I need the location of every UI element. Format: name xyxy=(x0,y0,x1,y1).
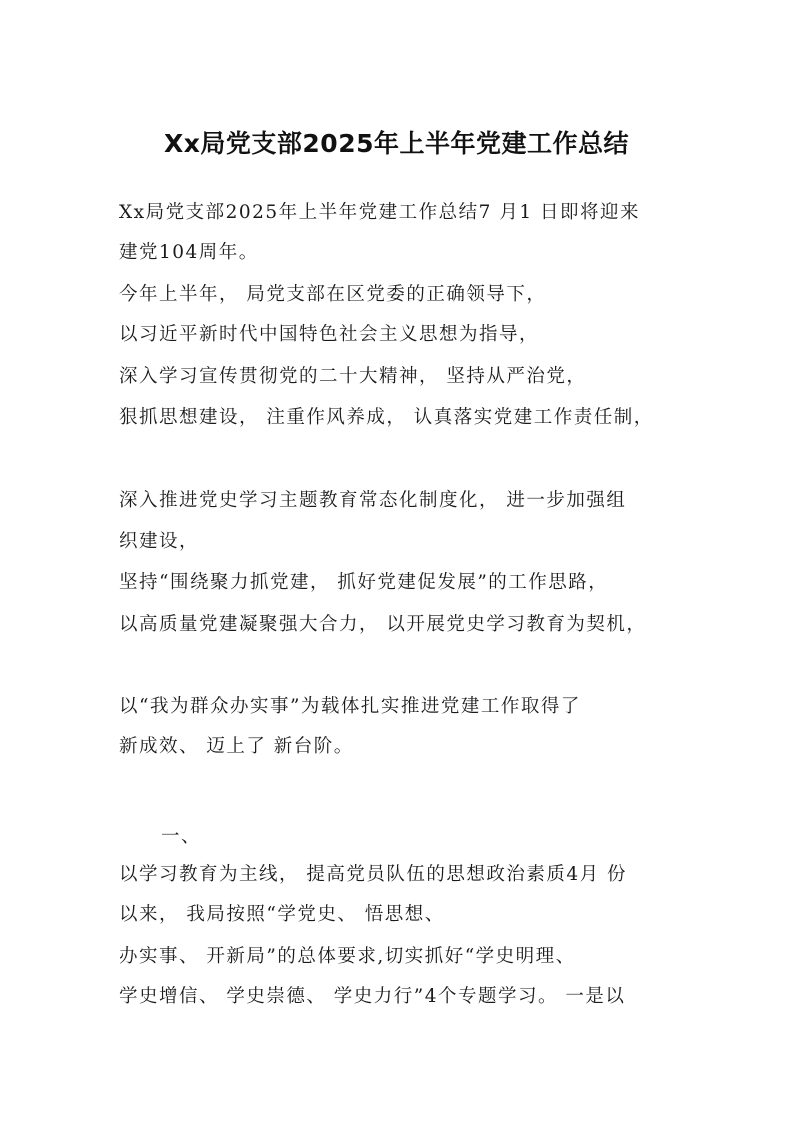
body-line-6: 狠抓思想建设， 注重作风养成， 认真落实党建工作责任制， xyxy=(119,407,654,428)
body-line-14: 以来， 我局按照“学党史、 悟思想、 xyxy=(119,904,445,925)
section-heading-number: 一、 xyxy=(161,826,202,847)
body-line-10: 以高质量党建凝聚强大合力， 以开展党史学习教育为契机， xyxy=(119,614,647,635)
document-title: Xx局党支部2025年上半年党建工作总结 xyxy=(164,129,629,158)
body-line-12: 新成效、 迈上了 新台阶。 xyxy=(119,736,354,757)
body-line-5: 深入学习宣传贯彻党的二十大精神， 坚持从严治党， xyxy=(119,366,587,387)
body-line-15: 办实事、 开新局”的总体要求,切实抓好“学史明理、 xyxy=(119,946,576,967)
body-line-11: 以“我为群众办实事”为载体扎实推进党建工作取得了 xyxy=(119,696,581,717)
body-line-3: 今年上半年， 局党支部在区党委的正确领导下， xyxy=(119,284,547,305)
body-line-2: 建党104周年。 xyxy=(119,242,259,263)
body-line-8: 织建设， xyxy=(119,531,200,552)
body-line-16: 学史增信、 学史崇德、 学史力行”4个专题学习。 一是以 xyxy=(119,986,626,1007)
body-line-13: 以学习教育为主线， 提高党员队伍的思想政治素质4月 份 xyxy=(119,864,628,885)
body-line-4: 以习近平新时代中国特色社会主义思想为指导， xyxy=(119,324,540,345)
body-line-1: Xx局党支部2025年上半年党建工作总结7 月1 日即将迎来 xyxy=(119,202,640,223)
body-line-7: 深入推进党史学习主题教育常态化制度化， 进一步加强组 xyxy=(119,490,627,511)
body-line-9: 坚持“围绕聚力抓党建， 抓好党建促发展”的工作思路， xyxy=(119,572,609,593)
